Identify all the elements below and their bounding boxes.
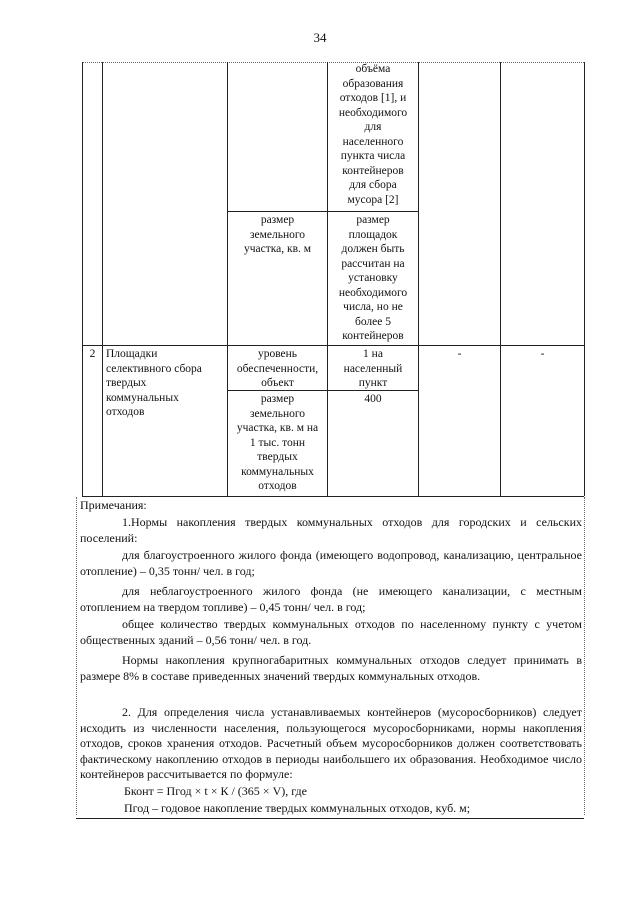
- col-border-left: [82, 62, 83, 496]
- page-number: 34: [313, 30, 327, 45]
- row2-indicator-land-area: размер земельного участка, кв. м на 1 тыс. тонн твердых коммунальных отходов: [236, 393, 319, 492]
- col-border-right: [584, 62, 585, 496]
- notes-bottom-rule: [76, 818, 584, 819]
- note-paragraph-1: 1.Нормы накопления твердых коммунальных отходов для городских и сельских поселений:: [80, 515, 582, 545]
- note-paragraph-5: Нормы накопления крупногабаритных коммунальных отходов следует принимать в размере 8% в составе приведенных значений твердых коммунальных отходов.: [80, 653, 582, 683]
- row2-number: 2: [89, 348, 96, 360]
- row1-norm-containers: объёма образования отходов [1], и необходимого для населенного пункта числа контейнеров для сбора мусора [2]: [338, 63, 408, 206]
- row2-dash-1: -: [457, 348, 462, 360]
- table-bottom-edge: [82, 496, 584, 497]
- notes-left-dotted-edge: [76, 497, 77, 815]
- row-divider: [82, 345, 584, 346]
- row2-dash-2: -: [540, 348, 545, 360]
- note-paragraph-6: 2. Для определения числа устанавливаемых контейнеров (мусоросборников) следует исходить из численности населения, пользующегося мусоросборниками, нормы накопления отходов, сроков хранения отходов. Расчетный объем мусоросборников должен соответствовать фактическому накоплению отходов в периоды наибольшего их образования. Необходимое число контейнеров рассчитывается по формуле:: [80, 705, 582, 781]
- col-border-4: [418, 62, 419, 496]
- row2-object-name: Площадки селективного сбора твердых коммунальных отходов: [106, 348, 202, 418]
- note-paragraph-3: для неблагоустроенного жилого фонда (не имеющего канализации, с местным отоплением на твердом топливе) – 0,45 тонн/ чел. в год;: [80, 584, 582, 614]
- row1-inner-divider: [227, 211, 418, 212]
- row2-norm-provision: 1 на населенный пункт: [343, 348, 403, 389]
- note-paragraph-2: для благоустроенного жилого фонда (имеющего водопровод, канализацию, центральное отопление) – 0,35 тонн/ чел. в год;: [80, 548, 582, 578]
- col-border-5: [500, 62, 501, 496]
- note-paragraph-4: общее количество твердых коммунальных отходов по населенному пункту с учетом общественных зданий – 0,56 тонн/ чел. в год.: [80, 617, 582, 647]
- row2-norm-land-area: 400: [364, 393, 382, 405]
- col-border-1: [102, 62, 103, 496]
- row2-indicator-provision: уровень обеспеченности, объект: [236, 348, 319, 389]
- row1-norm-land-area: размер площадок должен быть рассчитан на установку необходимого числа, но не более 5 контейнеров: [338, 214, 408, 342]
- container-count-formula: Бконт = Пгод × t × К / (365 × V), где: [124, 784, 307, 798]
- notes-title: Примечания:: [80, 498, 147, 512]
- note-paragraph-7: Пгод – годовое накопление твердых коммунальных отходов, куб. м;: [124, 801, 471, 815]
- notes-right-dotted-edge: [584, 497, 585, 815]
- row1-indicator-land-area: размер земельного участка, кв. м: [243, 214, 312, 255]
